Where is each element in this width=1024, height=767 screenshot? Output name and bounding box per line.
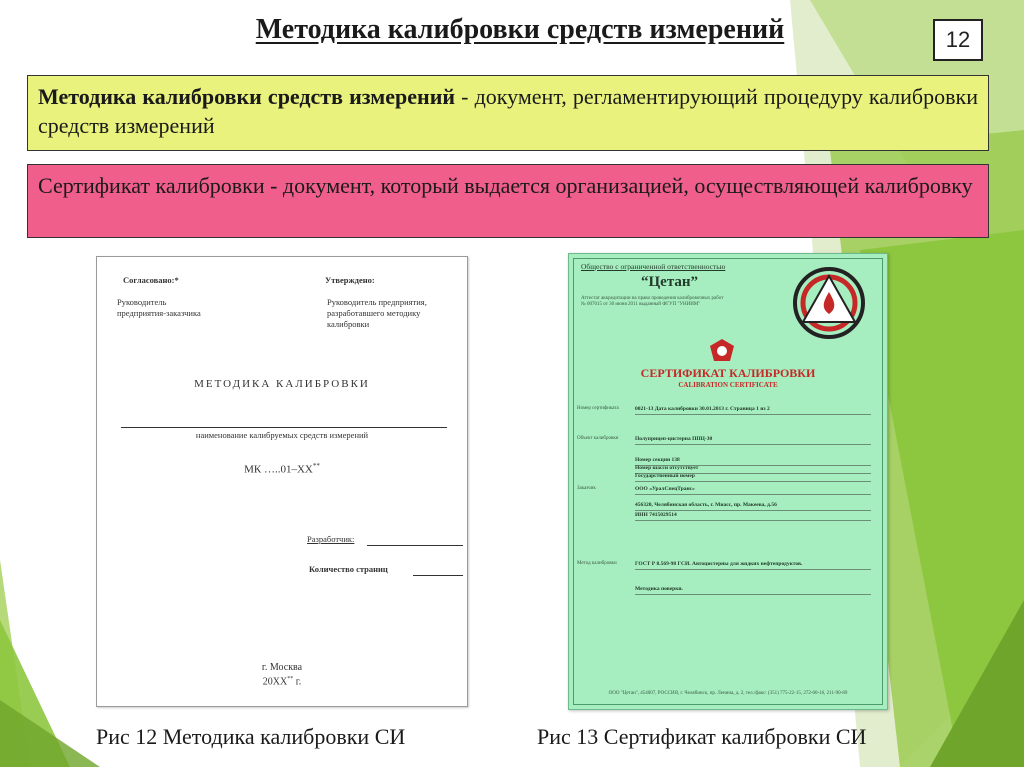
certificate-footer: ООО "Цетан", 454007, РОССИЯ, г. Челябинск, пр. Ленина, д. 2, тел./факс: (351) 775-22-15, 272-00-16, 211-90-89 xyxy=(608,691,848,696)
certificate-field-underline xyxy=(635,520,871,521)
caption-certificate: Рис 13 Сертификат калибровки СИ xyxy=(537,724,867,749)
certificate-field-label: Номер сертификата xyxy=(577,406,619,411)
certificate-field-value: Государственный номер xyxy=(635,473,695,479)
page-number: 12 xyxy=(933,19,983,61)
certificate-field-value: ООО «УралСпецТранс» xyxy=(635,486,695,492)
document-code: МК …..01–XX** xyxy=(244,462,320,476)
method-document-image xyxy=(96,256,468,707)
accreditation-line2: № 007015 от 30 июня 2011 выданный ФГУП "УНИИМ" xyxy=(581,302,701,307)
certificate-field-underline xyxy=(635,494,871,495)
developer-head-line3: калибровки xyxy=(327,319,370,329)
instrument-name-caption: наименование калибруемых средств измерений xyxy=(195,430,369,440)
certificate-field-value: Номер шасси отсутствует xyxy=(635,465,699,471)
developer-label: Разработчик: xyxy=(307,534,355,544)
year-label: 20XX** г. xyxy=(262,676,302,688)
certificate-field-value: ИНН 7415029514 xyxy=(635,512,677,518)
document-heading: МЕТОДИКА КАЛИБРОВКИ xyxy=(194,378,370,390)
certificate-field-value: Полуприцеп-цистерна ППЦ-30 xyxy=(635,436,713,442)
emblem-icon xyxy=(709,338,735,362)
calibration-certificate-image xyxy=(568,253,888,710)
org-name: “Цетан” xyxy=(641,274,699,290)
agreed-label: Согласовано:* xyxy=(123,275,179,285)
certificate-definition-text: Сертификат калибровки - документ, который выдается организацией, осуществляющей калибровку xyxy=(38,173,973,198)
certificate-field-label: Метод калибровки xyxy=(577,561,617,566)
certificate-field-value: Номер секции 138 xyxy=(635,457,680,463)
accreditation-line1: Аттестат аккредитации на право проведения калибровочных работ xyxy=(581,296,724,301)
company-logo-icon xyxy=(787,264,871,342)
caption-method: Рис 12 Методика калибровки СИ xyxy=(96,724,406,749)
certificate-title: СЕРТИФИКАТ КАЛИБРОВКИ xyxy=(640,366,816,380)
certificate-field-value: Методика поверки. xyxy=(635,586,683,592)
certificate-field-underline xyxy=(635,414,871,415)
org-form-label: Общество с ограниченной ответственностью xyxy=(581,262,726,271)
certificate-field-value: ГОСТ Р 8.569-98 ГСИ. Автоцистерны для жидких нефтепродуктов. xyxy=(635,561,803,567)
developer-head-line1: Руководитель предприятия, xyxy=(327,297,427,307)
approved-label: Утверждено: xyxy=(325,275,375,285)
pages-label: Количество страниц xyxy=(309,564,388,574)
method-term: Методика калибровки средств измерений xyxy=(38,84,456,109)
certificate-subtitle: CALIBRATION CERTIFICATE xyxy=(678,381,778,389)
instrument-name-line xyxy=(121,427,447,428)
city-label: г. Москва xyxy=(261,662,303,673)
method-definition-text: - документ, регламентирующий процедуру калибровки средств измерений xyxy=(38,84,978,138)
certificate-field-underline xyxy=(635,594,871,595)
certificate-field-underline xyxy=(635,481,871,482)
certificate-field-underline xyxy=(635,510,871,511)
certificate-field-value: 0021-13 Дата калибровки 30.01.2013 г. Страница 1 из 2 xyxy=(635,406,770,412)
method-definition-box xyxy=(27,75,989,151)
certificate-field-label: Объект калибровки xyxy=(577,436,619,441)
certificate-definition-box xyxy=(27,164,989,238)
pages-line xyxy=(413,575,463,576)
developer-line xyxy=(367,545,463,546)
customer-head-line2: предприятия-заказчика xyxy=(117,308,201,318)
certificate-field-value: 456320, Челябинская область, г. Миасс, пр. Макеева, д.56 xyxy=(635,502,777,508)
slide-title: Методика калибровки средств измерений xyxy=(255,14,785,45)
certificate-field-underline xyxy=(635,569,871,570)
certificate-field-underline xyxy=(635,444,871,445)
certificate-field-label: Заказчик xyxy=(577,486,596,491)
developer-head-line2: разработавшего методику xyxy=(327,308,421,318)
customer-head-line1: Руководитель xyxy=(117,297,167,307)
